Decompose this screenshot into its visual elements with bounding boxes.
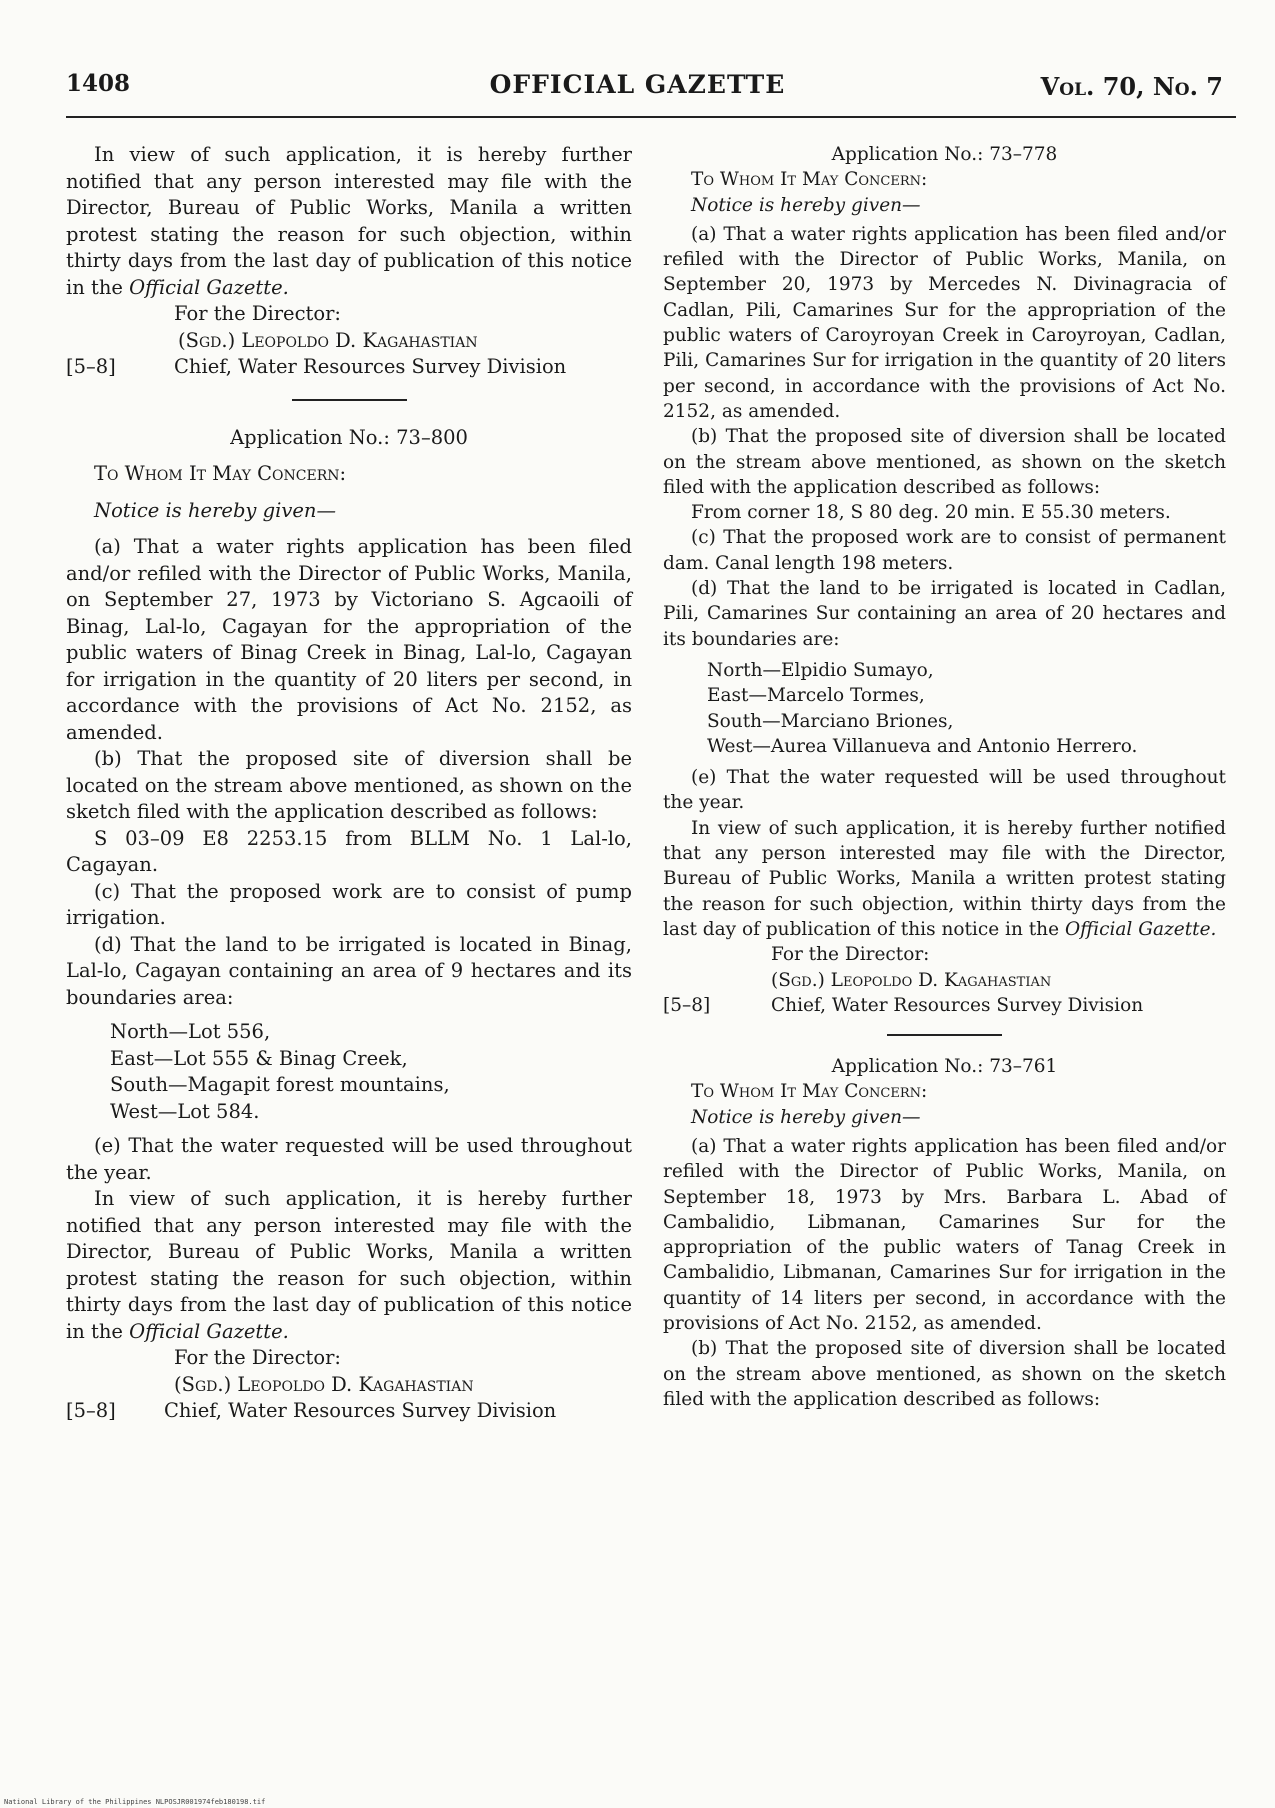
signature-block	[66, 328, 632, 355]
signature-title-row	[66, 354, 632, 381]
left-column	[66, 142, 632, 1425]
signatory-name: (Sgd.) Leopoldo D. Kagahastian	[174, 1372, 474, 1396]
protest-paragraph: In view of such application, it is hereby further notified that any person interested may file with the Director, Bureau of Public Works, Manila a written protest stating the reason for such objection, within thirty days from the last day of publication of this notice in the Official Gazette.	[66, 143, 632, 299]
page-header	[0, 70, 1275, 110]
clause-b: (b) That the proposed site of diversion shall be located on the stream above mentioned, as shown on the sketch filed with the application described as follows:	[66, 747, 632, 823]
for-director: For the Director:	[771, 944, 930, 966]
issue-code: [5–8]	[66, 355, 116, 378]
protest-paragraph: In view of such application, it is hereby further notified that any person interested may file with the Director, Bureau of Public Works, Manila a written protest stating the reason for such objection, within thirty days from the last day of publication of this notice in the Official Gazette.	[66, 1187, 632, 1343]
application-number: Application No.: 73–800	[230, 425, 468, 449]
clause-b: (b) That the proposed site of diversion shall be located on the stream above mentioned, as shown on the sketch filed with the application described as follows:	[663, 426, 1226, 498]
boundary-item: South—Marciano Briones,	[707, 710, 954, 732]
notice-heading: Notice is hereby given—	[691, 194, 921, 216]
section-divider	[292, 399, 407, 401]
clause-a: (a) That a water rights application has been filed and/or refiled with the Director of Public Works, Manila, on September 27, 1973 by Victoriano S. Agcaoili of Binag, Lal-lo, Cagayan for the appropriation of the public waters of Binag Creek in Binag, Lal-lo, Cagayan for irrigation in the quantity of 20 liters per second, in accordance with the provisions of Act No. 2152, as amended.	[66, 535, 632, 744]
boundary-item: East—Marcelo Tormes,	[707, 685, 925, 707]
boundary-item: West—Lot 584.	[110, 1099, 260, 1123]
boundary-item: East—Lot 555 & Binag Creek,	[110, 1046, 408, 1070]
publication-title: OFFICIAL GAZETTE	[489, 70, 786, 99]
boundary-item: North—Elpidio Sumayo,	[707, 659, 934, 681]
salutation: To Whom It May Concern:	[691, 1081, 928, 1103]
application-number: Application No.: 73–761	[831, 1056, 1058, 1078]
signature-block	[66, 1372, 632, 1399]
clause-c: (c) That the proposed work are to consist of pump irrigation.	[66, 879, 632, 929]
signatory-title: Chief, Water Resources Survey Division	[771, 994, 1144, 1016]
section-divider	[887, 1034, 1002, 1036]
issue-code: [5–8]	[663, 994, 711, 1016]
application-number: Application No.: 73–778	[831, 144, 1058, 165]
clause-a: (a) That a water rights application has been filed and/or refiled with the Director of Public Works, Manila, on September 18, 1973 by Mrs. Barbara L. Abad of Cambalidio, Libmanan, Camarines Sur for the appropriation of the public waters of Tanag Creek in Cambalidio, Libmanan, Camarines Sur for irrigation in the quantity of 14 liters per second, in accordance with the provisions of Act No. 2152, as amended.	[663, 1135, 1226, 1335]
signatory-name: (Sgd.) Leopoldo D. Kagahastian	[771, 969, 1052, 991]
notice-heading: Notice is hereby given—	[94, 498, 336, 522]
clause-c: (c) That the proposed work are to consist of permanent dam. Canal length 198 meters.	[663, 527, 1226, 574]
boundaries-list	[66, 1019, 632, 1125]
clause-b: (b) That the proposed site of diversion shall be located on the stream above mentioned, as shown on the sketch filed with the application described as follows:	[663, 1338, 1226, 1410]
clause-b-description: S 03–09 E8 2253.15 from BLLM No. 1 Lal-lo, Cagayan.	[66, 826, 632, 876]
signature-title-row	[663, 993, 1226, 1018]
signature-block	[663, 968, 1226, 993]
protest-paragraph: In view of such application, it is hereby further notified that any person interested may file with the Director, Bureau of Public Works, Manila a written protest stating the reason for such objection, within thirty days from the last day of publication of this notice in the Official Gazette.	[663, 817, 1226, 940]
header-rule	[66, 116, 1236, 118]
clause-d: (d) That the land to be irrigated is located in Cadlan, Pili, Camarines Sur containing an area of 20 hectares and its boundaries are:	[663, 578, 1226, 650]
clause-d: (d) That the land to be irrigated is located in Binag, Lal-lo, Cagayan containing an area of 9 hectares and its boundaries area:	[66, 932, 632, 1009]
clause-e: (e) That the water requested will be used throughout the year.	[66, 1134, 632, 1184]
salutation: To Whom It May Concern:	[691, 169, 928, 191]
right-column	[663, 142, 1226, 1412]
boundaries-list	[663, 658, 1226, 759]
scan-footer: National Library of the Philippines NLPOSJR001974feb180198.tif	[4, 1798, 266, 1806]
notice-heading: Notice is hereby given—	[691, 1106, 921, 1128]
boundary-item: North—Lot 556,	[110, 1020, 271, 1043]
signatory-title: Chief, Water Resources Survey Division	[164, 1399, 557, 1422]
boundary-item: South—Magapit forest mountains,	[110, 1073, 450, 1096]
page-number: 1408	[66, 70, 131, 97]
for-director: For the Director:	[174, 1346, 341, 1369]
boundary-item: West—Aurea Villanueva and Antonio Herrero.	[707, 735, 1138, 757]
clause-a: (a) That a water rights application has been filed and/or refiled with the Director of Public Works, Manila, on September 20, 1973 by Mercedes N. Divinagracia of Cadlan, Pili, Camarines Sur for the appropriation of the public waters of Caroyroyan Creek in Caroyroyan, Cadlan, Pili, Camarines Sur for irrigation in the quantity of 20 liters per second, in accordance with the provisions of Act No. 2152, as amended.	[663, 223, 1226, 422]
volume-number: Vol. 70, No. 7	[1040, 72, 1223, 101]
salutation: To Whom It May Concern:	[94, 462, 347, 485]
clause-e: (e) That the water requested will be used throughout the year.	[663, 767, 1226, 814]
for-director: For the Director:	[174, 302, 341, 325]
issue-code: [5–8]	[66, 1399, 116, 1422]
signatory-title: Chief, Water Resources Survey Division	[174, 355, 567, 378]
clause-b-description: From corner 18, S 80 deg. 20 min. E 55.30 meters.	[691, 502, 1171, 524]
signatory-name: (Sgd.) Leopoldo D. Kagahastian	[178, 328, 478, 352]
signature-title-row	[66, 1398, 632, 1425]
